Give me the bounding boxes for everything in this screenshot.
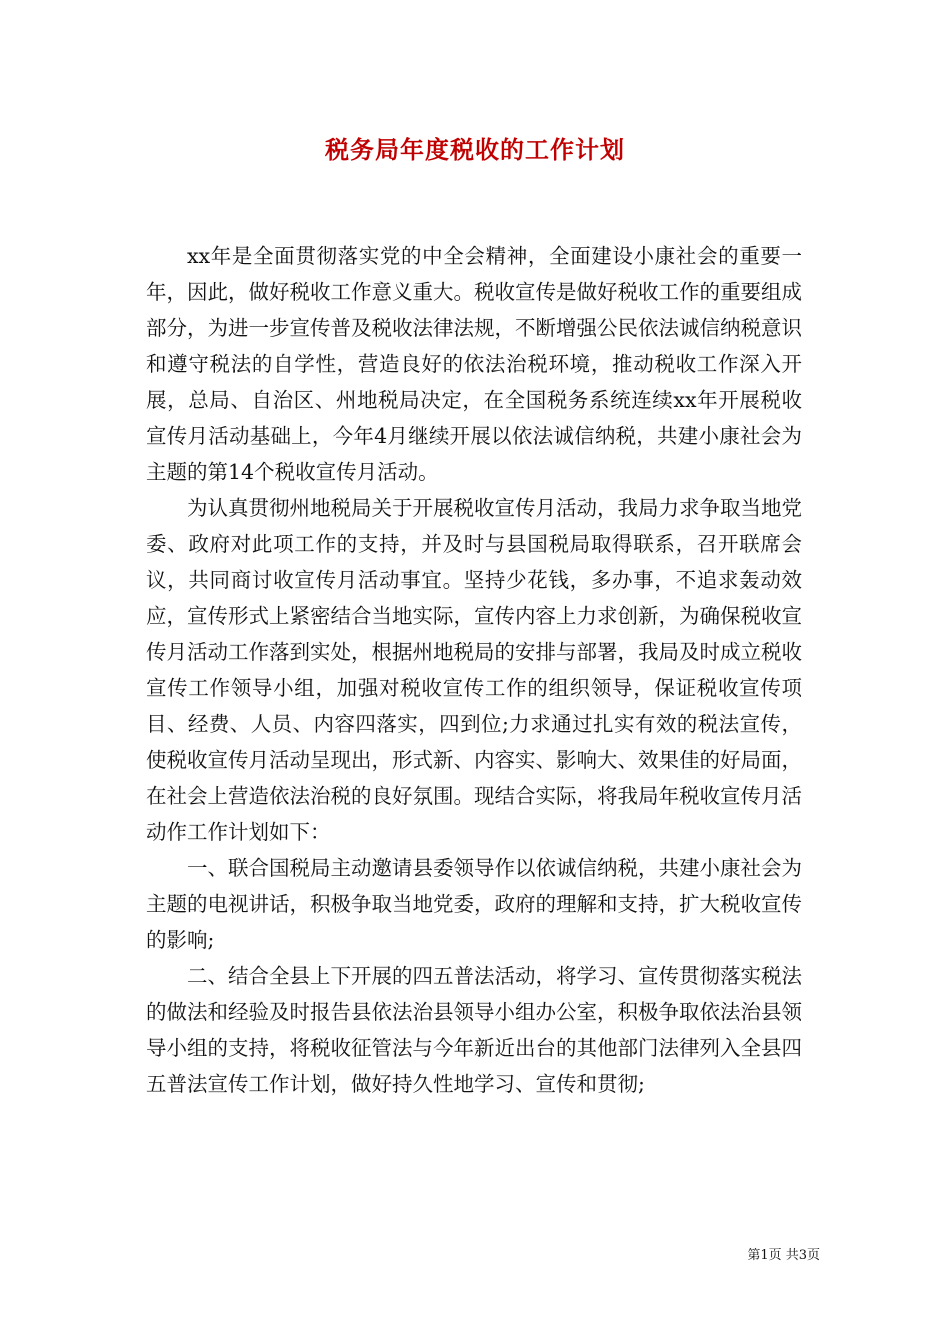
document-title: 税务局年度税收的工作计划 [325, 135, 625, 164]
document-body [146, 238, 802, 1102]
paragraph: 一、联合国税局主动邀请县委领导作以依诚信纳税，共建小康社会为主题的电视讲话，积极争取当地党委，政府的理解和支持，扩大税收宣传的影响; [146, 856, 802, 952]
paragraph: xx年是全面贯彻落实党的中全会精神，全面建设小康社会的重要一年，因此，做好税收工作意义重大。税收宣传是做好税收工作的重要组成部分，为进一步宣传普及税收法律法规，不断增强公民依法诚信纳税意识和遵守税法的自学性，营造良好的依法治税环境，推动税收工作深入开展，总局、自治区、州地税局决定，在全国税务系统连续xx年开展税收宣传月活动基础上，今年4月继续开展以依法诚信纳税，共建小康社会为主题的第14个税收宣传月活动。 [146, 244, 802, 484]
paragraph: 二、结合全县上下开展的四五普法活动，将学习、宣传贯彻落实税法的做法和经验及时报告县依法治县领导小组办公室，积极争取依法治县领导小组的支持，将税收征管法与今年新近出台的其他部门法律列入全县四五普法宣传工作计划，做好持久性地学习、宣传和贯彻; [146, 964, 802, 1096]
page-number-footer: 第1页 共3页 [747, 1248, 820, 1263]
paragraph: 为认真贯彻州地税局关于开展税收宣传月活动，我局力求争取当地党委、政府对此项工作的支持，并及时与县国税局取得联系，召开联席会议，共同商讨收宣传月活动事宜。坚持少花钱，多办事，不追求轰动效应，宣传形式上紧密结合当地实际，宣传内容上力求创新，为确保税收宣传月活动工作落到实处，根据州地税局的安排与部署，我局及时成立税收宣传工作领导小组，加强对税收宣传工作的组织领导，保证税收宣传项目、经费、人员、内容四落实，四到位;力求通过扎实有效的税法宣传，使税收宣传月活动呈现出，形式新、内容实、影响大、效果佳的好局面，在社会上营造依法治税的良好氛围。现结合实际，将我局年税收宣传月活动作工作计划如下： [146, 496, 802, 844]
